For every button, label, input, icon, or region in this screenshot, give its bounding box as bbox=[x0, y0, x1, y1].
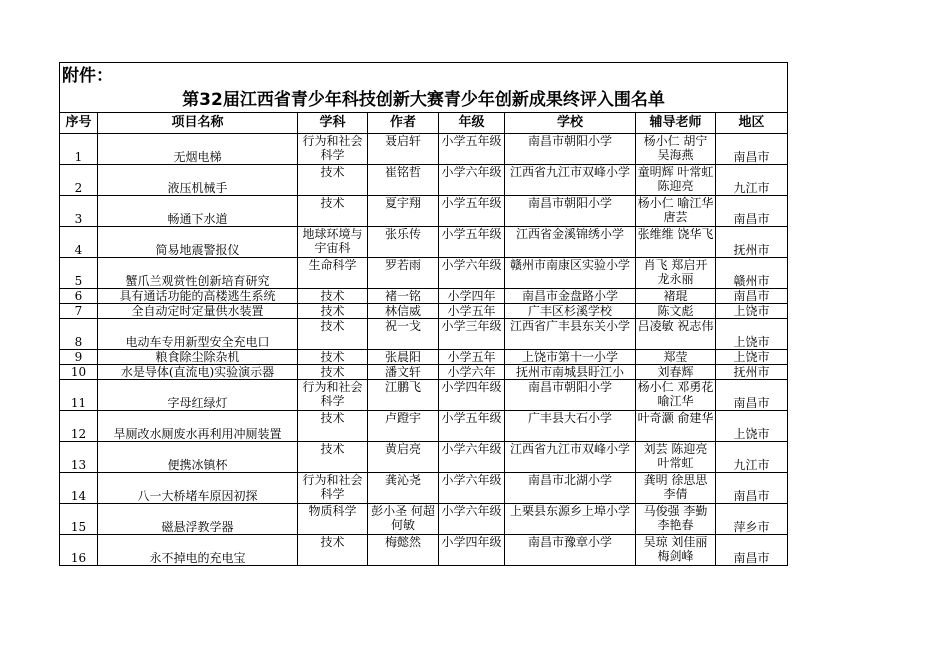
subject-cell: 技术 bbox=[298, 350, 368, 365]
subject-cell: 行为和社会科学 bbox=[298, 473, 368, 504]
row-no-cell: 2 bbox=[60, 165, 98, 196]
col-header-subject: 学科 bbox=[298, 113, 368, 134]
teacher-cell: 刘芸 陈迎亮 叶常虹 bbox=[636, 442, 716, 473]
project-name-cell: 全自动定时定量供水装置 bbox=[98, 304, 298, 319]
region-cell: 南昌市 bbox=[716, 380, 788, 411]
region-cell: 九江市 bbox=[716, 442, 788, 473]
author-cell: 龚沁尧 bbox=[368, 473, 439, 504]
teacher-cell: 郑莹 bbox=[636, 350, 716, 365]
table-row bbox=[60, 411, 788, 442]
row-no-cell: 6 bbox=[60, 289, 98, 304]
school-cell: 广丰县大石小学 bbox=[505, 411, 636, 442]
grade-cell: 小学四年级 bbox=[439, 535, 505, 566]
region-cell: 赣州市 bbox=[716, 258, 788, 289]
subject-cell: 技术 bbox=[298, 411, 368, 442]
row-no-cell: 11 bbox=[60, 380, 98, 411]
row-no-cell: 14 bbox=[60, 473, 98, 504]
grade-cell: 小学六年级 bbox=[439, 165, 505, 196]
teacher-cell: 叶奇灏 俞建华 bbox=[636, 411, 716, 442]
author-cell: 夏宇翔 bbox=[368, 196, 439, 227]
row-no-cell: 1 bbox=[60, 134, 98, 165]
table-row bbox=[60, 227, 788, 258]
row-no-cell: 13 bbox=[60, 442, 98, 473]
attachment-label: 附件： bbox=[60, 63, 788, 89]
grade-cell: 小学四年 bbox=[439, 289, 505, 304]
teacher-cell: 龚明 徐思思 李倩 bbox=[636, 473, 716, 504]
region-cell: 九江市 bbox=[716, 165, 788, 196]
author-cell: 褚一铭 bbox=[368, 289, 439, 304]
project-name-cell: 蟹爪兰观赏性创新培育研究 bbox=[98, 258, 298, 289]
teacher-cell: 刘春辉 bbox=[636, 365, 716, 380]
school-cell: 抚州市南城县盱江小 bbox=[505, 365, 636, 380]
table-row bbox=[60, 473, 788, 504]
teacher-cell: 陈文彪 bbox=[636, 304, 716, 319]
row-no-cell: 3 bbox=[60, 196, 98, 227]
table-row bbox=[60, 319, 788, 350]
table-row bbox=[60, 258, 788, 289]
teacher-cell: 张维维 饶华飞 bbox=[636, 227, 716, 258]
author-cell: 崔铭哲 bbox=[368, 165, 439, 196]
grade-cell: 小学六年级 bbox=[439, 258, 505, 289]
header-row bbox=[60, 113, 788, 134]
school-cell: 广丰区杉溪学校 bbox=[505, 304, 636, 319]
grade-cell: 小学三年级 bbox=[439, 319, 505, 350]
school-cell: 南昌市豫章小学 bbox=[505, 535, 636, 566]
table-row bbox=[60, 350, 788, 365]
school-cell: 南昌市朝阳小学 bbox=[505, 380, 636, 411]
row-no-cell: 8 bbox=[60, 319, 98, 350]
project-name-cell: 八一大桥堵车原因初探 bbox=[98, 473, 298, 504]
school-cell: 南昌市金盘路小学 bbox=[505, 289, 636, 304]
table-row bbox=[60, 165, 788, 196]
subject-cell: 技术 bbox=[298, 365, 368, 380]
table-row bbox=[60, 134, 788, 165]
project-name-cell: 畅通下水道 bbox=[98, 196, 298, 227]
region-cell: 上饶市 bbox=[716, 319, 788, 350]
col-header-no: 序号 bbox=[60, 113, 98, 134]
subject-cell: 行为和社会科学 bbox=[298, 134, 368, 165]
table-row bbox=[60, 365, 788, 380]
region-cell: 南昌市 bbox=[716, 134, 788, 165]
grade-cell: 小学六年级 bbox=[439, 473, 505, 504]
grade-cell: 小学五年 bbox=[439, 350, 505, 365]
subject-cell: 技术 bbox=[298, 289, 368, 304]
grade-cell: 小学四年级 bbox=[439, 380, 505, 411]
project-name-cell: 无烟电梯 bbox=[98, 134, 298, 165]
author-cell: 江鹏飞 bbox=[368, 380, 439, 411]
school-cell: 江西省金溪锦绣小学 bbox=[505, 227, 636, 258]
table-row bbox=[60, 196, 788, 227]
school-cell: 南昌市朝阳小学 bbox=[505, 134, 636, 165]
table-row bbox=[60, 380, 788, 411]
row-no-cell: 12 bbox=[60, 411, 98, 442]
school-cell: 上饶市第十一小学 bbox=[505, 350, 636, 365]
school-cell: 上栗县东源乡上埠小学 bbox=[505, 504, 636, 535]
finalist-table bbox=[59, 62, 788, 566]
author-cell: 潘文轩 bbox=[368, 365, 439, 380]
teacher-cell: 童明辉 叶常虹 陈迎亮 bbox=[636, 165, 716, 196]
subject-cell: 技术 bbox=[298, 196, 368, 227]
region-cell: 抚州市 bbox=[716, 227, 788, 258]
school-cell: 赣州市南康区实验小学 bbox=[505, 258, 636, 289]
project-name-cell: 液压机械手 bbox=[98, 165, 298, 196]
project-name-cell: 旱厕改水厕废水再利用冲厕装置 bbox=[98, 411, 298, 442]
col-header-region: 地区 bbox=[716, 113, 788, 134]
region-cell: 上饶市 bbox=[716, 350, 788, 365]
subject-cell: 技术 bbox=[298, 319, 368, 350]
grade-cell: 小学五年级 bbox=[439, 411, 505, 442]
table-row bbox=[60, 504, 788, 535]
subject-cell: 技术 bbox=[298, 304, 368, 319]
school-cell: 南昌市北湖小学 bbox=[505, 473, 636, 504]
grade-cell: 小学六年级 bbox=[439, 442, 505, 473]
project-name-cell: 粮食除尘除杂机 bbox=[98, 350, 298, 365]
school-cell: 江西省九江市双峰小学 bbox=[505, 165, 636, 196]
author-cell: 黄启亮 bbox=[368, 442, 439, 473]
teacher-cell: 吕凌敏 祝志伟 bbox=[636, 319, 716, 350]
teacher-cell: 肖飞 郑启开 龙永丽 bbox=[636, 258, 716, 289]
page-title: 第32届江西省青少年科技创新大赛青少年创新成果终评入围名单 bbox=[60, 88, 788, 113]
table-row bbox=[60, 289, 788, 304]
project-name-cell: 具有通话功能的高楼逃生系统 bbox=[98, 289, 298, 304]
teacher-cell: 杨小仁 喻江华 唐芸 bbox=[636, 196, 716, 227]
grade-cell: 小学五年级 bbox=[439, 196, 505, 227]
author-cell: 林信威 bbox=[368, 304, 439, 319]
grade-cell: 小学五年级 bbox=[439, 134, 505, 165]
teacher-cell: 马俊强 李勤 李艳春 bbox=[636, 504, 716, 535]
region-cell: 南昌市 bbox=[716, 473, 788, 504]
grade-cell: 小学六年 bbox=[439, 365, 505, 380]
col-header-teacher: 辅导老师 bbox=[636, 113, 716, 134]
subject-cell: 物质科学 bbox=[298, 504, 368, 535]
row-no-cell: 7 bbox=[60, 304, 98, 319]
region-cell: 萍乡市 bbox=[716, 504, 788, 535]
subject-cell: 技术 bbox=[298, 442, 368, 473]
row-no-cell: 9 bbox=[60, 350, 98, 365]
project-name-cell: 磁悬浮教学器 bbox=[98, 504, 298, 535]
author-cell: 聂启轩 bbox=[368, 134, 439, 165]
region-cell: 南昌市 bbox=[716, 196, 788, 227]
author-cell: 彭小圣 何超 何敏 bbox=[368, 504, 439, 535]
subject-cell: 技术 bbox=[298, 165, 368, 196]
region-cell: 南昌市 bbox=[716, 289, 788, 304]
region-cell: 抚州市 bbox=[716, 365, 788, 380]
school-cell: 江西省九江市双峰小学 bbox=[505, 442, 636, 473]
col-header-project: 项目名称 bbox=[98, 113, 298, 134]
row-no-cell: 5 bbox=[60, 258, 98, 289]
project-name-cell: 水是导体(直流电)实验演示器 bbox=[98, 365, 298, 380]
author-cell: 张乐传 bbox=[368, 227, 439, 258]
row-no-cell: 16 bbox=[60, 535, 98, 566]
project-name-cell: 电动车专用新型安全充电口 bbox=[98, 319, 298, 350]
grade-cell: 小学六年级 bbox=[439, 504, 505, 535]
subject-cell: 行为和社会科学 bbox=[298, 380, 368, 411]
row-no-cell: 15 bbox=[60, 504, 98, 535]
teacher-cell: 吴琼 刘佳丽 梅剑峰 bbox=[636, 535, 716, 566]
subject-cell: 地球环境与宇宙科 bbox=[298, 227, 368, 258]
table-row bbox=[60, 535, 788, 566]
author-cell: 罗若雨 bbox=[368, 258, 439, 289]
table-row bbox=[60, 304, 788, 319]
region-cell: 上饶市 bbox=[716, 411, 788, 442]
region-cell: 南昌市 bbox=[716, 535, 788, 566]
author-cell: 张晨阳 bbox=[368, 350, 439, 365]
region-cell: 上饶市 bbox=[716, 304, 788, 319]
teacher-cell: 杨小仁 邓勇花 喻江华 bbox=[636, 380, 716, 411]
author-cell: 梅懿然 bbox=[368, 535, 439, 566]
project-name-cell: 便携冰镇杯 bbox=[98, 442, 298, 473]
author-cell: 卢蹬宇 bbox=[368, 411, 439, 442]
grade-cell: 小学五年级 bbox=[439, 227, 505, 258]
col-header-author: 作者 bbox=[368, 113, 439, 134]
row-no-cell: 10 bbox=[60, 365, 98, 380]
project-name-cell: 简易地震警报仪 bbox=[98, 227, 298, 258]
table-row bbox=[60, 442, 788, 473]
subject-cell: 生命科学 bbox=[298, 258, 368, 289]
project-name-cell: 字母红绿灯 bbox=[98, 380, 298, 411]
row-no-cell: 4 bbox=[60, 227, 98, 258]
author-cell: 祝一戈 bbox=[368, 319, 439, 350]
teacher-cell: 杨小仁 胡宁 吴海燕 bbox=[636, 134, 716, 165]
project-name-cell: 永不掉电的充电宝 bbox=[98, 535, 298, 566]
col-header-grade: 年级 bbox=[439, 113, 505, 134]
school-cell: 南昌市朝阳小学 bbox=[505, 196, 636, 227]
col-header-school: 学校 bbox=[505, 113, 636, 134]
grade-cell: 小学五年 bbox=[439, 304, 505, 319]
subject-cell: 技术 bbox=[298, 535, 368, 566]
school-cell: 江西省广丰县东关小学 bbox=[505, 319, 636, 350]
teacher-cell: 褚琨 bbox=[636, 289, 716, 304]
